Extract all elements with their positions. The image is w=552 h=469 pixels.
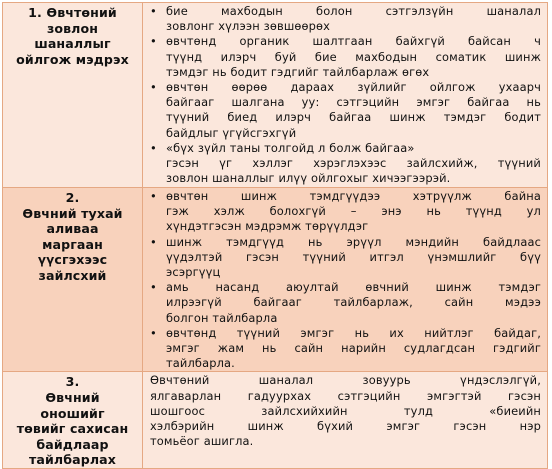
bullet-text: илрээгүй байгааг тайлбарлаж, сайн мэдээ (166, 295, 541, 310)
bullet-text: байгааг шалгана уу: сэтгэцийн эмгэг байгаа нь (166, 95, 541, 110)
bullet-text: гэсэн үг хэллэг хэрэглэхээс зайлсхийж, түүний (166, 156, 541, 171)
bullet-item (150, 34, 541, 80)
bullet-text: түүнд илэрч буй бие махбодын соматик шинж (166, 49, 541, 64)
bullet-text: өвчтөнд органик шалтгаан байхгүй байсан ч (166, 34, 541, 49)
table-row (3, 3, 548, 188)
heading-line: 2. (65, 190, 80, 205)
bullet-item (150, 4, 541, 34)
bullet-item (150, 280, 541, 326)
bullet-text: өвчтөнд түүний эмгэг нь их нийтлэг байдаг, (166, 325, 541, 340)
bullet-icon: • (150, 325, 157, 340)
bullet-text: өвчтөн өөрөө дараах зүйлийг ойлгож ухаарч (166, 80, 541, 95)
heading-line: 3. (65, 374, 80, 390)
bullet-text: бие махбодын болон сэтгэлзүйн шаналал (166, 4, 541, 18)
bullet-text: тэмдэг нь бодит гэдгийг тайлбарлаж өгөх (166, 64, 430, 79)
bullet-text: түүний биед илэрч байгаа шинж тэмдэг бодит (166, 110, 541, 125)
heading-line: Өвчний тухай (22, 205, 123, 221)
paragraph-line: хэлбэрийн шинж бүхий эмгэг гэсэн нэр (150, 419, 541, 434)
table-row (3, 372, 548, 469)
bullet-text: эмгэг жам нь сайн нарийн судлагдсан гэдгийг (166, 341, 541, 356)
bullet-icon: • (150, 34, 157, 49)
bullet-item (150, 80, 541, 141)
heading-line: маргаан (42, 236, 103, 252)
heading-line: оношийг (40, 405, 105, 421)
heading-line: Өвчний (45, 390, 100, 406)
row-heading (3, 188, 143, 372)
bullet-icon: • (150, 140, 157, 155)
bullet-text: шинж тэмдгүүд нь эрүүл мэндийн байдлаас (166, 234, 541, 249)
bullet-item (150, 235, 541, 281)
bullet-text: «бүх зүйл таны толгойд л болж байгаа» (166, 140, 415, 155)
heading-line: ойлгож мэдрэх (16, 51, 129, 67)
bullet-text: үүдэлтэй гэсэн түүний итгэл үнэмшлийг бүү (166, 249, 541, 264)
row-heading (3, 3, 143, 188)
heading-line: шаналлыг (34, 36, 111, 52)
bullet-icon: • (150, 234, 157, 249)
paragraph-line: томьёог ашигла. (150, 434, 254, 449)
bullet-text: амь насанд аюултай өвчний шинж тэмдэг (166, 280, 541, 295)
paragraph-line: шошгоос зайлсхийхийн тулд «биеийн (150, 403, 541, 418)
bullet-icon: • (150, 80, 157, 95)
bullet-text: гэж хэлж болохгүй – энэ нь түүнд ул (166, 204, 541, 219)
guidance-table (2, 2, 548, 469)
paragraph-line: Өвчтөний шаналал зовуурь үндэслэлгүй, (150, 373, 541, 388)
bullet-text: болгон тайлбарла (166, 310, 278, 325)
heading-line: төвийг сахисан (16, 421, 129, 437)
bullet-text: тайлбарла. (166, 356, 235, 371)
row-heading (3, 372, 143, 469)
bullet-item (150, 141, 541, 187)
bullet-icon: • (150, 189, 157, 203)
bullet-text: зовлонг хүлээн зөвшөөрөх (166, 19, 331, 34)
bullet-icon: • (150, 4, 157, 18)
heading-line: тайлбарлах (29, 452, 116, 468)
heading-line: аливаа (46, 221, 99, 237)
bullet-text: хүндэтгэсэн мэдрэмж төрүүлдэг (166, 219, 369, 234)
heading-line: үүсгэхээс (37, 252, 108, 268)
bullet-text: байдлыг үгүйсгэхгүй (166, 125, 297, 140)
bullet-icon: • (150, 280, 157, 295)
table-row (3, 188, 548, 372)
bullet-item (150, 189, 541, 235)
bullet-item (150, 326, 541, 372)
heading-line: зовлон (46, 20, 99, 36)
heading-line: байдлаар (36, 436, 109, 452)
bullet-text: өвчтөн шинж тэмдгүүдээ хэтрүүлж байна (166, 189, 541, 203)
heading-line: 1. Өвчтөний (28, 5, 117, 20)
row-content (143, 372, 548, 469)
bullet-text: эсэргүүц (166, 265, 221, 280)
bullet-text: зовлон шаналлыг илүү ойлгохыг хичээгээрэй. (166, 171, 451, 186)
heading-line: зайлсхий (38, 267, 107, 283)
paragraph (150, 373, 541, 449)
row-content (143, 3, 548, 188)
paragraph-line: ялгаварлан гадуурхах сэтгэцийн эмгэгтэй гэсэн (150, 388, 541, 403)
row-content (143, 188, 548, 372)
